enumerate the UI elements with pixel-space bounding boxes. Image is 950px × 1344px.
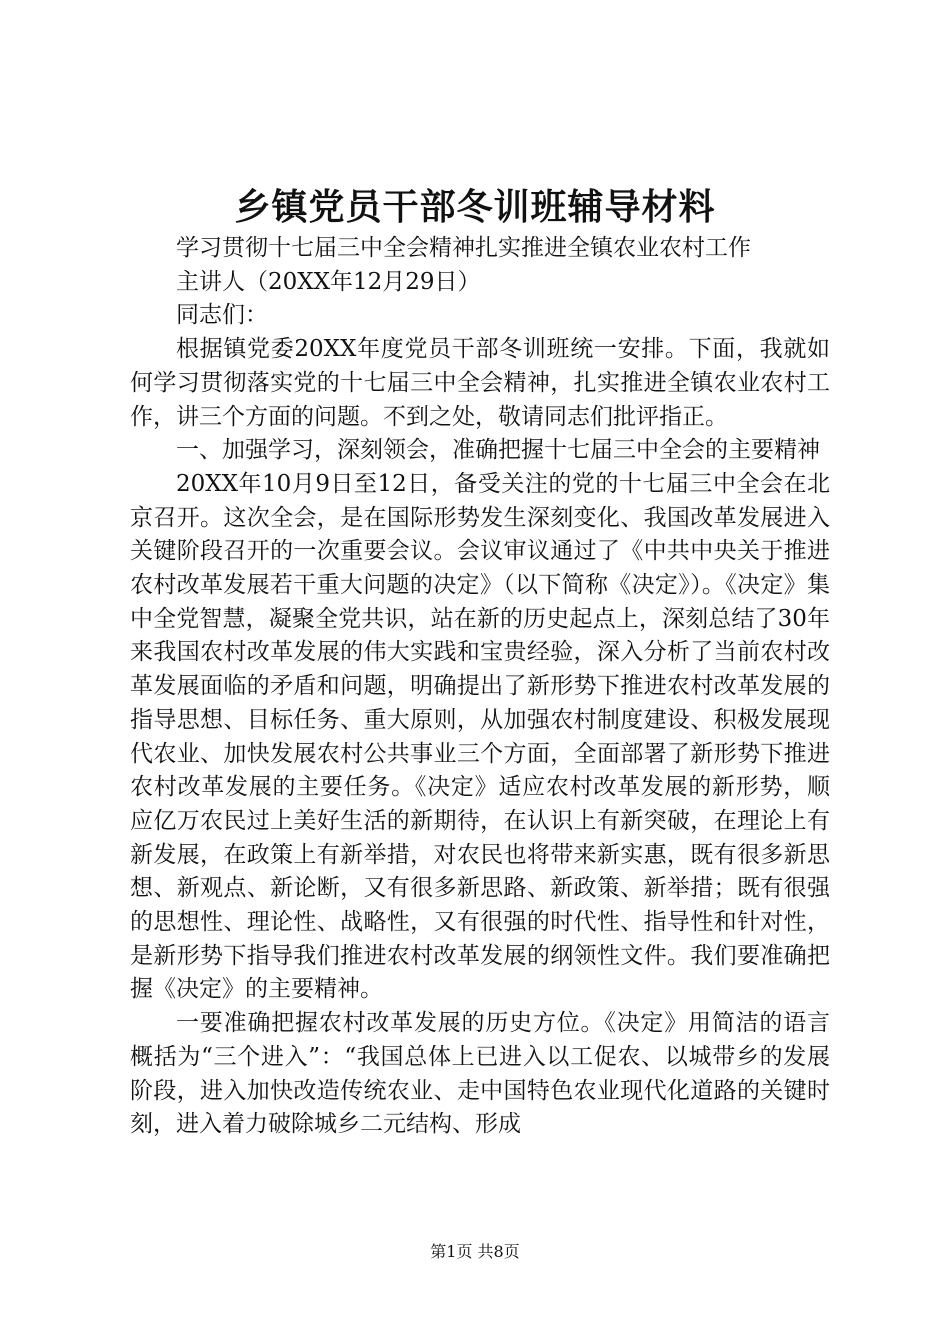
body-paragraph: 一要准确把握农村改革发展的历史方位。《决定》用简洁的语言概括为“三个进入”：“我国总体上已进入以工促农、以城带乡的发展阶段，进入加快改造传统农业、走中国特色农业现代化道路的关键时刻，进入着力破除城乡二元结构、形成 [130, 1010, 830, 1138]
intro-paragraph: 根据镇党委20XX年度党员干部冬训班统一安排。下面，我就如何学习贯彻落实党的十七届三中全会精神，扎实推进全镇农业农村工作，讲三个方面的问题。不到之处，敬请同志们批评指正。 [130, 336, 830, 430]
document-title: 乡镇党员干部冬训班辅导材料 [234, 187, 716, 228]
speaker-line: 主讲人（20XX年12月29日） [176, 268, 481, 295]
page-footer: 第1页 共8页 [430, 1242, 520, 1261]
subtitle-paragraph: 学习贯彻十七届三中全会精神扎实推进全镇农业农村工作 [176, 235, 751, 261]
body-paragraph: 20XX年10月9日至12日，备受关注的党的十七届三中全会在北京召开。这次全会，是在国际形势发生深刻变化、我国改革发展进入关键阶段召开的一次重要会议。会议审议通过了《中共中央关于推进农村改革发展若干重大问题的决定》（以下简称《决定》）。《决定》集中全党智慧，凝聚全党共识，站在新的历史起点上，深刻总结了30年来我国农村改革发展的伟大实践和宝贵经验，深入分析了当前农村改革发展面临的矛盾和问题，明确提出了新形势下推进农村改革发展的指导思想、目标任务、重大原则，从加强农村制度建设、积极发展现代农业、加快发展农村公共事业三个方面，全面部署了新形势下推进农村改革发展的主要任务。《决定》适应农村改革发展的新形势，顺应亿万农民过上美好生活的新期待，在认识上有新突破，在理论上有新发展，在政策上有新举措，对农民也将带来新实惠，既有很多新思想、新观点、新论断，又有很多新思路、新政策、新举措；既有很强的思想性、理论性、战略性，又有很强的时代性、指导性和针对性，是新形势下指导我们推进农村改革发展的纲领性文件。我们要准确把握《决定》的主要精神。 [130, 470, 830, 1003]
salutation: 同志们： [176, 302, 268, 329]
document-body [130, 232, 830, 1142]
section-heading: 一、加强学习，深刻领会，准确把握十七届三中全会的主要精神 [176, 437, 820, 464]
